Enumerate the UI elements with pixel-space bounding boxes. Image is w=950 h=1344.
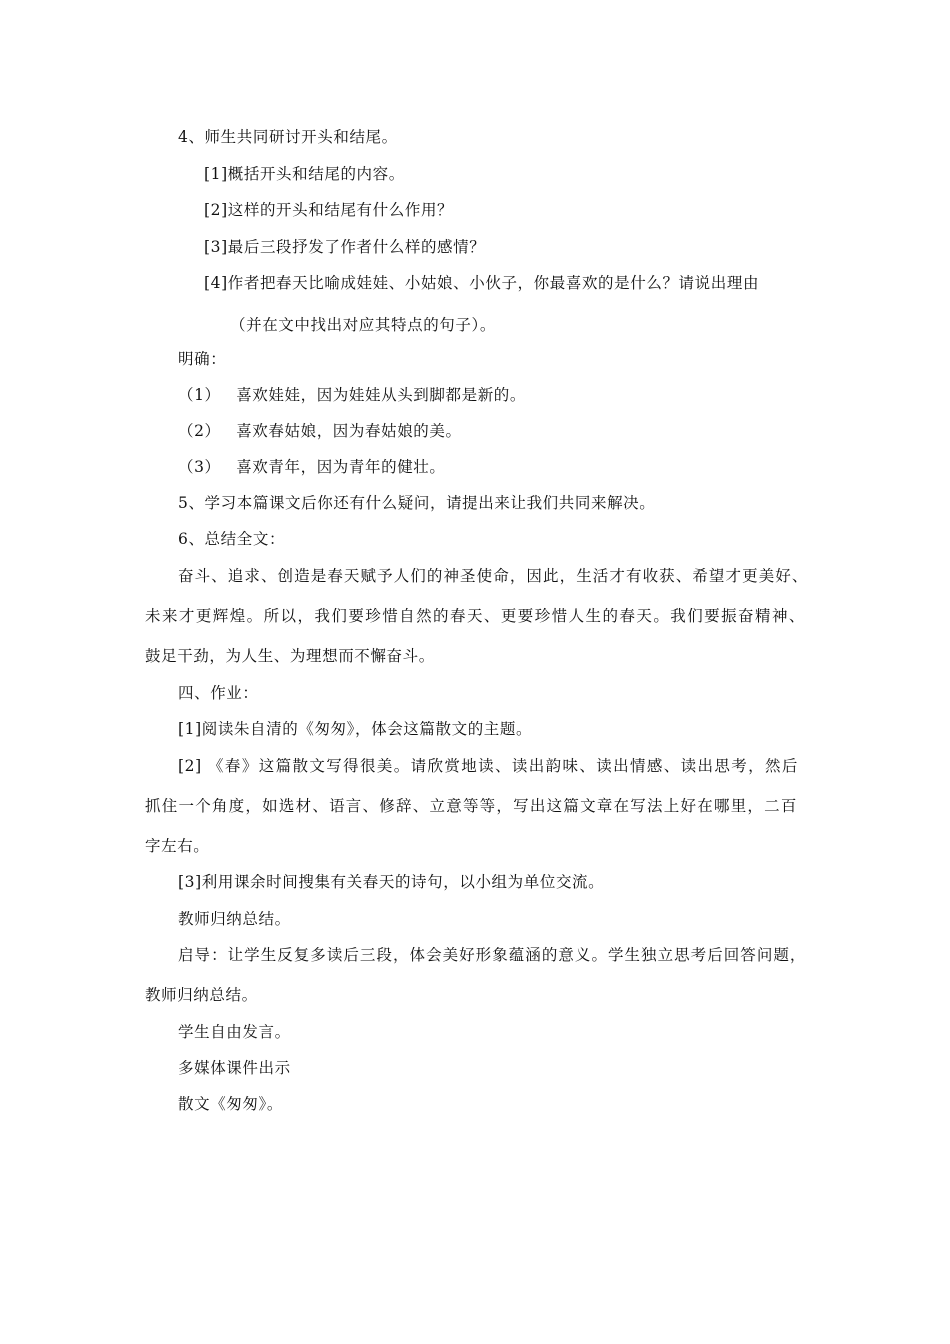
- homework-item-3: [3]利用课余时间搜集有关春天的诗句，以小组为单位交流。: [178, 873, 605, 891]
- prose-note: 散文《匆匆》。: [178, 1095, 283, 1113]
- answer-1: [178, 385, 526, 405]
- guide-line-1: 启导：让学生反复多读后三段，体会美好形象蕴涵的意义。学生独立思考后回答问题，: [178, 946, 806, 964]
- answer-2-text: 喜欢春姑娘，因为春姑娘的美。: [236, 422, 462, 440]
- homework-heading: 四、作业：: [178, 684, 259, 702]
- section-4-heading: 4、师生共同研讨开头和结尾。: [178, 128, 398, 146]
- section-5-text: 5、学习本篇课文后你还有什么疑问，请提出来让我们共同来解决。: [178, 494, 656, 512]
- question-1: [1]概括开头和结尾的内容。: [204, 165, 405, 183]
- teacher-summary: 教师归纳总结。: [178, 910, 291, 928]
- question-4-continuation: （并在文中找出对应其特点的句子）。: [230, 316, 496, 334]
- answer-3-number: （3）: [178, 458, 221, 476]
- answer-1-number: （1）: [178, 386, 221, 404]
- multimedia-note: 多媒体课件出示: [178, 1059, 291, 1077]
- homework-item-2-line-1: [2] 《春》这篇散文写得很美。请欣赏地读、读出韵味、读出情感、读出思考，然后: [178, 757, 798, 775]
- summary-line-2: 未来才更辉煌。所以，我们要珍惜自然的春天、更要珍惜人生的春天。我们要振奋精神、: [145, 607, 805, 625]
- section-6-heading: 6、总结全文：: [178, 530, 286, 548]
- question-3: [3]最后三段抒发了作者什么样的感情？: [204, 238, 486, 256]
- homework-item-2-line-2: 抓住一个角度，如选材、语言、修辞、立意等等，写出这篇文章在写法上好在哪里，二百: [145, 797, 797, 815]
- answer-1-text: 喜欢娃娃，因为娃娃从头到脚都是新的。: [236, 386, 527, 404]
- question-4: [4]作者把春天比喻成娃娃、小姑娘、小伙子，你最喜欢的是什么？请说出理由: [204, 274, 760, 292]
- summary-line-3: 鼓足干劲，为人生、为理想而不懈奋斗。: [145, 647, 435, 665]
- homework-item-2-line-3: 字左右。: [145, 837, 210, 855]
- guide-line-2: 教师归纳总结。: [145, 986, 258, 1004]
- question-2: [2]这样的开头和结尾有什么作用？: [204, 201, 454, 219]
- clarify-label: 明确：: [178, 350, 227, 368]
- answer-2: [178, 421, 462, 441]
- homework-item-1: [1]阅读朱自清的《匆匆》，体会这篇散文的主题。: [178, 720, 533, 738]
- summary-line-1: 奋斗、追求、创造是春天赋予人们的神圣使命，因此，生活才有收获、希望才更美好、: [178, 567, 808, 585]
- answer-3-text: 喜欢青年，因为青年的健壮。: [236, 458, 446, 476]
- answer-3: [178, 457, 446, 477]
- answer-2-number: （2）: [178, 422, 221, 440]
- student-speak: 学生自由发言。: [178, 1023, 291, 1041]
